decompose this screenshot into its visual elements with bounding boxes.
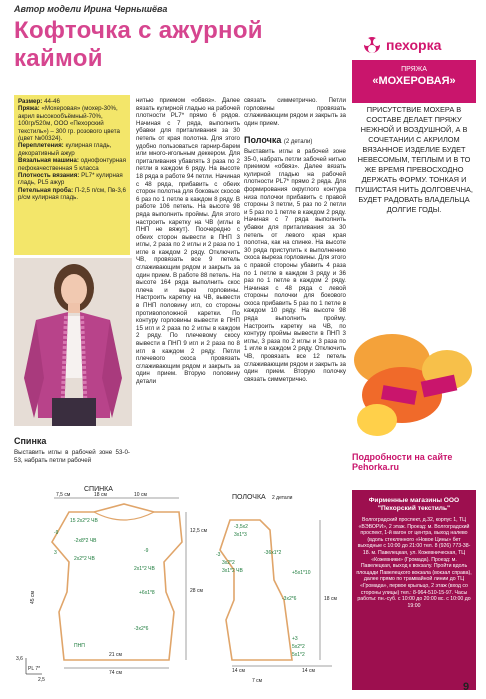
svg-text:12,5 см: 12,5 см xyxy=(190,528,208,534)
svg-text:7 см: 7 см xyxy=(252,678,263,684)
svg-text:-3x2*6: -3x2*6 xyxy=(134,626,149,632)
gauge-mark xyxy=(14,652,54,682)
svg-text:-3x2*6: -3x2*6 xyxy=(282,596,297,602)
back-outline xyxy=(52,504,182,660)
yarn-name: «МОХЕРОВАЯ» xyxy=(372,75,456,87)
instructions-column-3: Выставить иглы в рабочей зоне 35-0, набрать петли забочей нитью приемом «обвяз». Далее вязать кулирной гладью на рабочей плотности PL7* прямо 2 ряда. Для формирования округлого контура низа полочки прибавить с правой стороны 3 петли, 5 раз по 2 петли и 5 раз по 1 петле в каждом 2 ряду. Начиная с 7 ряда выполнить убавки для приталивания за 30 петель от левого края края полотна, как на спинке. На высоте 30 ряда приступить к выполнению скоса выреза горловины. Для этого с правой стороны убавить 4 раза по 1 петле в каждом 3 ряду и 36 раз по 1 петле в каждом 2 ряду. Начиная с 48 ряда с левой стороны полочки для бокового скоса прибавить 5 раз по 1 петле в каждом 10 ряду. На высоте 98 ряда выполнить пройму. Настроить каретку на ЧВ, по контуру проймы вывести в ПНП 3 иглы, 3 раза по 2 иглы и 3 раза по 1 игле в каждом 2 ряду. Отключить ЧВ, провязать все 12 петель сглаживающим рядом и закрыть за один прием. Вторую полочку связать симметрично. xyxy=(244,148,346,383)
svg-text:ПНП: ПНП xyxy=(74,643,85,649)
more-info-link[interactable]: Подробности на сайте Pehorka.ru xyxy=(352,452,453,472)
spec-item: Вязальная машина: однофонтурная пефокачественная 5 класса xyxy=(18,157,126,172)
svg-text:3x2*2: 3x2*2 xyxy=(222,560,235,566)
yarn-label: ПРЯЖА xyxy=(401,66,427,73)
svg-text:10 см: 10 см xyxy=(134,492,147,498)
front-schematic-sub: 2 детали xyxy=(272,495,293,501)
svg-text:пехорка: пехорка xyxy=(386,37,442,53)
spec-item: Переплетения: кулирная гладь, декоративный ажур xyxy=(18,142,112,157)
front-schematic-title: ПОЛОЧКА xyxy=(232,494,266,501)
spec-item: Пряжа: «Мохеровая» (мохер-30%, акрил высокообъёмный-70%, 100гр/520м, ООО «Пехорский текстиль») – 300 гр. розового цвета (цвет №00324). xyxy=(18,105,120,143)
svg-text:15 2x2*2 ЧВ: 15 2x2*2 ЧВ xyxy=(70,518,98,524)
svg-text:2,5: 2,5 xyxy=(38,677,45,682)
stores-text: Волгоградский проспект, д.32, корпус 1, ТЦ «ВЭВОРИ», 2 этаж. Проезд: м. Волгоградский проспект, 1-й вагон от центра, выход налево (вдоль стеклянного «Новое Цины» бет выходные с 10:00 до 21:00 тел. 8 (926) 773-38-18. м. Павелецкая, ул. Кожевническая, ТЦ «Кожевники» (Громада). Проезд: м. Павелецкая, выход к вокзалу. Пройти вдоль площади Павелецкого вокзала (вокзал справа), далее прямо по трамвайной линии до ТЦ «Громада», первое крыльцо, 2 этаж (вход со стороны улицы) тел.: 8-964-510-15-97. Часы работы: пн.-суб. с 10:00 до 20:00 вс. с 10:00 до 19:00 xyxy=(356,517,472,609)
svg-text:7,5 см: 7,5 см xyxy=(56,492,71,498)
svg-text:+6x1*8: +6x1*8 xyxy=(139,590,155,596)
front-section-sub: (2 детали) xyxy=(283,139,313,145)
spec-item: Размер: 44-46 xyxy=(18,98,60,105)
svg-text:3x1*3: 3x1*3 xyxy=(234,532,247,538)
author-line: Автор модели Ирина Чернышёва xyxy=(14,4,168,14)
front-schematic xyxy=(212,490,352,685)
svg-text:18 см: 18 см xyxy=(324,596,337,602)
model-photo-illustration xyxy=(14,258,132,426)
back-schematic-title: СПИНКА xyxy=(84,486,113,493)
yarn-description: ПРИСУТСТВИЕ МОХЕРА В СОСТАВЕ ДЕЛАЕТ ПРЯЖУ НЕЖНОЙ И ВОЗДУШНОЙ, А В СОЧЕТАНИИ С АКРИЛОМ ВЯЗАННОЕ ИЗДЕЛИЕ БУДЕТ НЕВЕСОМЫМ, ТЕПЛЫМ И В ТО ЖЕ ВРЕМЯ ПРЕВОСХОДНО ДЕРЖАТЬ ФОРМУ. ТОНКАЯ И ПУШИСТАЯ НИТЬ ДОЛГОВЕЧНА, БУДЕТ РАДОВАТЬ ВЛАДЕЛЬЦА ДОЛГИЕ ГОДЫ. xyxy=(355,105,473,214)
stores-title: Фирменные магазины ООО "Пехорский текстиль" xyxy=(368,497,460,512)
brand-logo-mark xyxy=(352,30,476,60)
stores-box xyxy=(352,490,476,690)
page-number: 9 xyxy=(463,681,470,693)
svg-text:14 см: 14 см xyxy=(232,668,245,674)
front-outline xyxy=(220,520,292,660)
svg-text:-3,5x2: -3,5x2 xyxy=(234,524,248,530)
brand-logo xyxy=(352,30,476,60)
svg-text:-9: -9 xyxy=(144,548,149,554)
svg-text:28 см: 28 см xyxy=(190,588,203,594)
yarn-banner xyxy=(352,60,476,100)
svg-text:2x2*2 ЧВ: 2x2*2 ЧВ xyxy=(74,556,95,562)
model-photo xyxy=(14,258,132,426)
svg-text:-9: -9 xyxy=(54,530,59,536)
svg-text:-36x1*2: -36x1*2 xyxy=(264,550,282,556)
svg-text:3: 3 xyxy=(54,550,57,556)
svg-text:2x1*2 ЧВ: 2x1*2 ЧВ xyxy=(134,566,155,572)
front-section-title: Полочка (2 детали) xyxy=(244,135,313,145)
back-section-title: Спинка xyxy=(14,436,47,446)
svg-text:+5x1*10: +5x1*10 xyxy=(292,570,311,576)
svg-text:45 см: 45 см xyxy=(30,591,36,604)
instructions-column-2: нитью приемом «обвяз». Далее вязать кулирной гладью на рабочей плотности PL7* прямо 6 рядов. Начиная с 7 ряда, выполнить убавки для приталивания за 30 петель от края полотна. Для этого удобно пользоваться гарнир-барем или много-игольным деккером. Для приталивания убавлять 3 раза по 2 петли в каждом 6 ряду. На высоте 18 ряда в работе 94 петли. Начиная с 48 ряда, прибавить с обеих сторон полотна для боковых скосов 6 раз по 1 петле в каждом 8 ряду. В работе 106 петель. На высоте 98 ряда выполнить проймы. Для этого настроить каретку на ЧВ (иглы в ПНП не вяжут). Поочередно с обеих сторон вывести в ПНП 3 иглы, 2 раза по 2 иглы и 2 раза по 1 игле в каждом 2 ряду. Отключить ЧВ, провязать все 9 петель сглаживающим рядом и закрыть за один прием. В работе 88 петель. На высоте 164 ряда выполнить скос плеча и вырез горловины. Настроить каретку на ЧВ, вывести в ПНП половину игл, со стороны противоположной каретки. По контуру горловины вывести в ПНП 15 игл и 2 раза по 2 иглы в каждом 2 ряду. По плечевому скосу вывести в ПНП 9 игл и 2 раза по 8 игл в каждом 2 ряду. Петли плечевого скоса провязать сглаживающим рядом и закрыть за один прием. Вторую половину детали xyxy=(136,97,240,385)
spec-item: Плотность вязания: PL7* кулирная гладь, PL5 ажур xyxy=(18,172,123,187)
svg-text:-2x8*2 ЧВ: -2x8*2 ЧВ xyxy=(74,538,97,544)
svg-text:5x1*2: 5x1*2 xyxy=(292,652,305,658)
divider xyxy=(352,100,476,103)
spec-box xyxy=(14,95,130,255)
svg-text:3x1*2 ЧВ: 3x1*2 ЧВ xyxy=(222,568,243,574)
yarn-balls-image xyxy=(352,330,476,445)
svg-text:5x2*2: 5x2*2 xyxy=(292,644,305,650)
svg-text:PL 7*: PL 7* xyxy=(28,666,41,672)
page-title: Кофточка с ажурной каймой xyxy=(14,17,263,72)
instructions-column-3-top: связать симметрично. Петли горловины провязать сглаживающим рядом и закрыть за один прием. xyxy=(244,97,346,127)
svg-text:21 см: 21 см xyxy=(109,652,122,658)
svg-text:3,6: 3,6 xyxy=(16,656,23,662)
svg-text:74 см: 74 см xyxy=(109,670,122,676)
back-intro-text: Выставить иглы в рабочей зоне 53-0-53, набрать петли рабочей xyxy=(14,449,130,464)
spec-list xyxy=(18,98,128,202)
svg-text:18 см: 18 см xyxy=(94,492,107,498)
back-neckline xyxy=(94,512,154,520)
spec-item: Петельная проба: П-2,5 п/см, Пв-3,6 р/см кулирная гладь. xyxy=(18,186,126,202)
svg-text:-3: -3 xyxy=(216,552,221,558)
svg-text:+3: +3 xyxy=(292,636,298,642)
svg-text:14 см: 14 см xyxy=(302,668,315,674)
